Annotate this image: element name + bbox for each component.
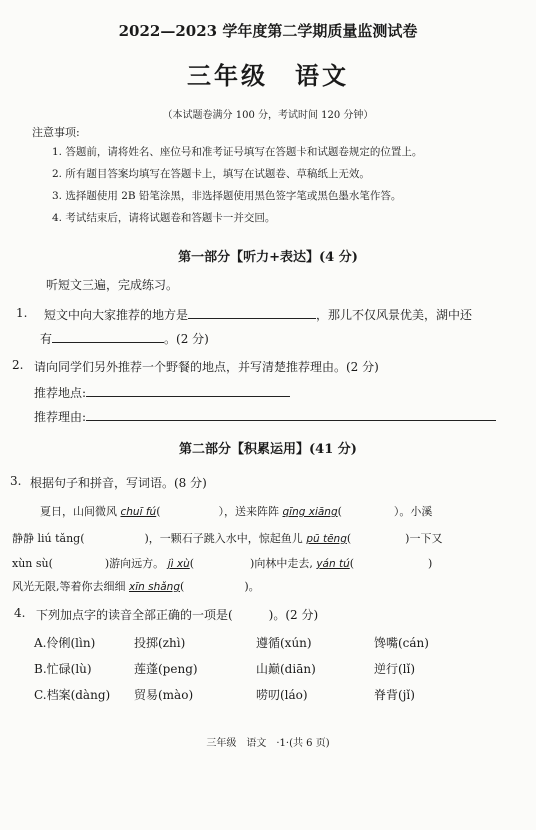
notice-heading: 注意事项: xyxy=(32,126,80,139)
q3-l1-a: 夏日，山间微风 xyxy=(40,505,117,518)
q3-l3-d: ) xyxy=(428,557,433,570)
q2-place-label: 推荐地点: xyxy=(34,386,87,400)
q3-l2-a: 静静 liú tǎng( xyxy=(12,532,85,545)
q2-text: 请向同学们另外推荐一个野餐的地点，并写清楚推荐理由。(2 分) xyxy=(34,360,379,374)
q3-line3: xùn sù( )游向远方。 jì xù( )向林中走去, yán tú( ) xyxy=(12,557,433,570)
exam-title: 2022—2023 学年度第二学期质量监测试卷 xyxy=(118,22,418,40)
q3-l1-c: ）。小溪 xyxy=(393,505,433,518)
q2-reason-row xyxy=(34,408,496,425)
notice-item: 2. 所有题目答案均填写在答题卡上，填写在试题卷、草稿纸上无效。 xyxy=(52,168,370,180)
notice-item: 4. 考试结束后，请将试题卷和答题卡一并交回。 xyxy=(52,212,276,224)
q3-pinyin-yantu: yán tú xyxy=(316,558,350,570)
q4-option-b-word3: 山巅(diān) xyxy=(256,662,316,676)
q4-option-c-word2: 贸易(mào) xyxy=(134,688,194,702)
q2-number: 2. xyxy=(12,358,24,372)
q3-pinyin-xinshang: xīn shǎng xyxy=(129,581,181,593)
q2-place-row xyxy=(34,384,290,401)
q3-l1-b: ），送来阵阵 xyxy=(218,505,279,518)
q4-option-a-word4: 馋嘴(cán) xyxy=(374,636,429,650)
q3-number: 3. xyxy=(10,474,22,488)
q1-answer-blank-1[interactable] xyxy=(188,306,316,319)
q1-text-a: 短文中向大家推荐的地方是 xyxy=(44,308,189,322)
q4-text: 下列加点字的读音全部正确的一项是( )。(2 分) xyxy=(36,608,319,622)
q4-option-b-word4: 逆行(lǐ) xyxy=(374,662,416,676)
q1-text-d: 。(2 分) xyxy=(164,332,209,346)
q4-option-a-word3: 遵循(xún) xyxy=(256,636,312,650)
q1-line1 xyxy=(44,306,472,323)
q3-l3-c: )向林中走去, xyxy=(250,557,313,570)
exam-info: （本试题卷满分 100 分，考试时间 120 分钟） xyxy=(162,110,374,121)
q1-text-c: 有 xyxy=(40,332,53,346)
q3-l3-a: xùn sù( xyxy=(12,557,53,570)
part1-instruction: 听短文三遍，完成练习。 xyxy=(46,278,179,292)
q4-option-c-word4: 脊背(jǐ) xyxy=(374,688,415,702)
q3-line1: 夏日，山间微风 chuī fú( ），送来阵阵 qīng xiāng( ）。小溪 xyxy=(40,505,433,518)
q4-option-a[interactable]: A.伶俐(lìn) xyxy=(34,636,96,650)
q3-pinyin-jixu: jì xù xyxy=(167,558,190,570)
part2-title: 第二部分【积累运用】(41 分) xyxy=(179,442,357,457)
q3-l2-c: )一下又 xyxy=(405,532,443,545)
q4-option-c-word3: 唠叨(láo) xyxy=(256,688,308,702)
q4-number: 4. xyxy=(14,606,26,620)
q1-number: 1. xyxy=(16,306,28,320)
q3-l2-b: )，一颗石子跳入水中，惊起鱼儿 xyxy=(144,532,303,545)
q3-l3-b: )游向远方。 xyxy=(104,557,165,570)
q4-option-a-word2: 投掷(zhì) xyxy=(134,636,186,650)
q2-reason-blank[interactable] xyxy=(86,408,496,421)
q1-line2 xyxy=(40,330,209,347)
q3-pinyin-qingxiang: qīng xiāng xyxy=(282,506,338,518)
q3-pinyin-chuifu: chuī fú xyxy=(120,506,157,518)
q4-option-b-word2: 莲蓬(peng) xyxy=(134,662,198,676)
q3-line4: 风光无限,等着你去细细 xīn shǎng( )。 xyxy=(12,580,260,593)
q4-option-b[interactable]: B.忙碌(lù) xyxy=(34,662,92,676)
exam-subtitle: 三年级 语文 xyxy=(187,61,349,90)
q3-l4-a: 风光无限,等着你去细细 xyxy=(12,580,126,593)
q1-text-b: ，那儿不仅风景优美，湖中还 xyxy=(316,308,473,322)
q3-pinyin-puteng: pū tēng xyxy=(306,533,347,545)
notice-item: 3. 选择题使用 2B 铅笔涂黑，非选择题使用黑色签字笔或黑色墨水笔作答。 xyxy=(52,190,402,202)
part1-title: 第一部分【听力+表达】(4 分) xyxy=(178,250,358,265)
q3-text: 根据句子和拼音，写词语。(8 分) xyxy=(30,476,207,490)
notice-item: 1. 答题前，请将姓名、座位号和准考证号填写在答题卡和试题卷规定的位置上。 xyxy=(52,146,423,158)
q3-line2: 静静 liú tǎng( )，一颗石子跳入水中，惊起鱼儿 pū tēng( )一下又 xyxy=(12,532,443,545)
page-footer: 三年级 语文 ·1·(共 6 页) xyxy=(206,738,330,749)
q2-reason-label: 推荐理由: xyxy=(34,410,87,424)
q3-l4-b: )。 xyxy=(244,580,260,593)
q1-answer-blank-2[interactable] xyxy=(52,330,164,343)
q2-place-blank[interactable] xyxy=(86,384,290,397)
q4-option-c[interactable]: C.档案(dàng) xyxy=(34,688,111,702)
